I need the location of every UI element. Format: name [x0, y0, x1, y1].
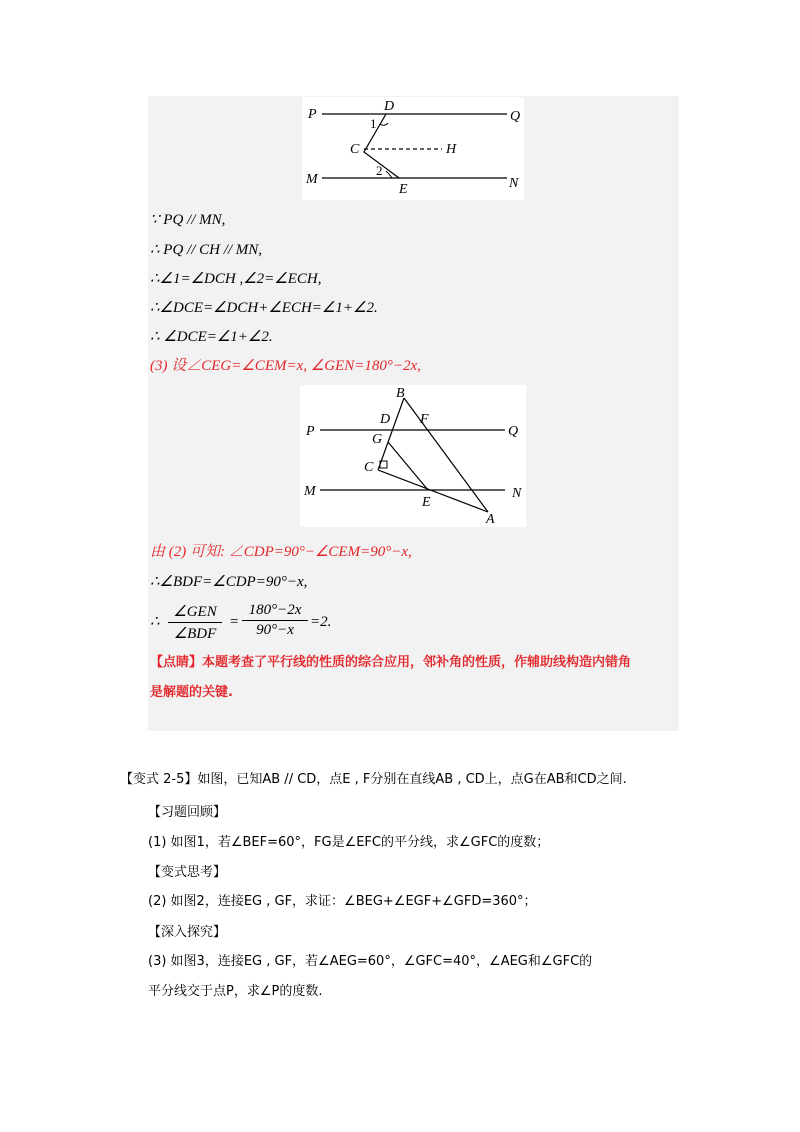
part-3-setup: (3) 设∠CEG=∠CEM=x, ∠GEN=180°−2x,: [150, 358, 421, 374]
fraction-denominator-2: 90°−x: [256, 622, 294, 638]
figure-2-svg: [300, 385, 526, 527]
label-C: C: [350, 142, 360, 157]
label-N: N: [509, 176, 519, 191]
figure-parallel-lines-2: [300, 385, 526, 527]
segment-ge: [388, 442, 428, 490]
explore-header: 【深入探究】: [148, 925, 227, 940]
fraction-numerator-2: 180°−2x: [248, 602, 302, 618]
comment-line-2: 是解题的关键.: [150, 685, 233, 700]
label-P: P: [308, 107, 317, 122]
label-Q: Q: [510, 109, 521, 124]
review-header: 【习题回顾】: [148, 805, 227, 820]
label-G: G: [372, 432, 383, 447]
segment-ba: [404, 398, 488, 512]
fraction-bar-2: [242, 620, 308, 621]
proof-line-3: ∴∠1=∠DCH ,∠2=∠ECH,: [150, 271, 322, 287]
question-3-line-2: 平分线交于点P，求∠P的度数.: [148, 984, 323, 999]
label-E: E: [399, 182, 408, 197]
label-1: 1: [370, 116, 377, 131]
label-2: 2: [376, 163, 383, 178]
think-header: 【变式思考】: [148, 865, 227, 880]
label-F: F: [420, 412, 429, 427]
label-D: D: [380, 412, 391, 427]
label-P: P: [306, 424, 315, 439]
label-N: N: [512, 486, 522, 501]
label-A: A: [486, 512, 495, 527]
label-M: M: [306, 172, 318, 187]
fraction-denominator-1: ∠BDF: [173, 626, 217, 642]
proof-line-5: ∴ ∠DCE=∠1+∠2.: [150, 329, 273, 345]
label-M: M: [304, 484, 316, 499]
fraction-gen-bdf: [168, 602, 222, 643]
question-1: (1) 如图1，若∠BEF=60°，FG是∠EFC的平分线，求∠GFC的度数；: [148, 835, 550, 850]
from-part-2: 由 (2) 可知: ∠CDP=90°−∠CEM=90°−x,: [150, 544, 412, 560]
therefore-symbol: ∴: [150, 614, 160, 630]
problem-title: 【变式 2-5】如图，已知AB // CD，点E , F分别在直线AB , CD上，点G在AB和CD之间.: [120, 772, 627, 787]
label-E: E: [422, 495, 431, 510]
proof-line-2: ∴ PQ // CH // MN,: [150, 242, 263, 258]
equals-sign: =: [229, 614, 240, 630]
bdf-equation: ∴∠BDF=∠CDP=90°−x,: [150, 574, 308, 590]
figure-parallel-lines-1: [302, 97, 524, 200]
segment-ca: [378, 470, 488, 512]
fraction-180-90: [242, 602, 308, 639]
fraction-numerator-1: ∠GEN: [173, 604, 217, 620]
label-H: H: [446, 142, 457, 157]
proof-line-4: ∴∠DCE=∠DCH+∠ECH=∠1+∠2.: [150, 300, 378, 316]
question-3-line-1: (3) 如图3，连接EG , GF，若∠AEG=60°，∠GFC=40°，∠AEG和∠GFC的: [148, 954, 593, 969]
fraction-bar-1: [168, 622, 222, 623]
label-B: B: [396, 386, 405, 401]
comment-line-1: 【点睛】本题考查了平行线的性质的综合应用，邻补角的性质，作辅助线构造内错角: [150, 655, 632, 670]
label-Q: Q: [508, 424, 519, 439]
proof-line-1: ∵ PQ // MN,: [150, 212, 226, 228]
question-2: (2) 如图2，连接EG , GF，求证：∠BEG+∠EGF+∠GFD=360°；: [148, 894, 537, 909]
label-D: D: [384, 99, 395, 114]
figure-1-svg: [302, 97, 524, 200]
label-C: C: [364, 460, 374, 475]
fraction-result: =2.: [310, 614, 332, 630]
